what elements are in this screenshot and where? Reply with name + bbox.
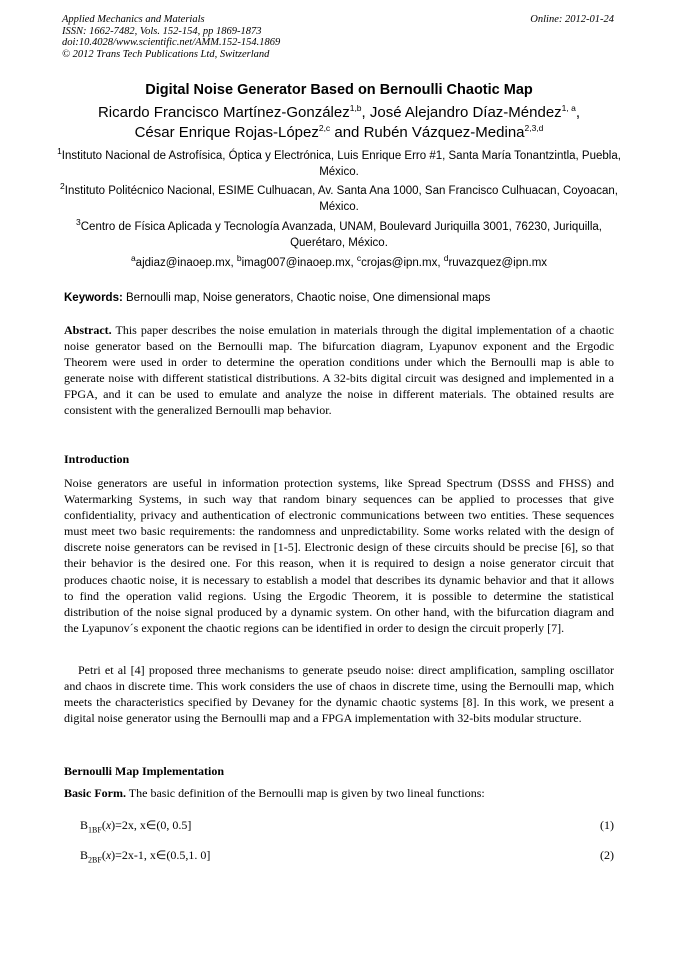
affiliation-text: Centro de Física Aplicada y Tecnología Avanzada, UNAM, Boulevard Juriquilla 3001, 76230, Juriquilla, Querétaro, México.	[80, 221, 602, 249]
affiliation-mark: 1	[57, 146, 62, 157]
equation-number: (2)	[600, 848, 614, 862]
paper-title: Digital Noise Generator Based on Bernoulli Chaotic Map	[145, 82, 533, 98]
email-link[interactable]: imag007@inaoep.mx,	[241, 257, 354, 269]
keywords-label: Keywords:	[64, 292, 123, 304]
author-conjunction: and	[334, 124, 360, 141]
equation-body: =2x, x∈(0, 0.5]	[115, 818, 192, 832]
journal-header	[62, 14, 422, 60]
equation-subscript: 2BF	[88, 855, 102, 865]
affiliation-mark: 2	[60, 181, 65, 192]
equation-function: B	[80, 848, 89, 862]
affiliation-mark: 3	[76, 217, 81, 228]
abstract-text: This paper describes the noise emulation in materials through the digital implementation of a chaotic noise generator based on the Bernoulli map. The bifurcation diagram, Lyapunov exponent and the Ergodic Theorem were used in order to determine the operation conditions under which the Bernoulli map is able to generate noise with different statistical distributions. A 32-bits digital circuit was designed and implemented in a FPGA, and it can be used to emulate and analyze the noise in different materials. The obtained results are consistent with the generalized Bernoulli map behavior.	[64, 323, 614, 418]
basic-form-text: The basic definition of the Bernoulli map is given by two lineal functions:	[128, 786, 485, 800]
affiliation	[56, 183, 622, 215]
author-affiliation-mark: 1,b	[349, 103, 362, 113]
equation-body: =2x-1, x∈(0.5,1. 0]	[115, 848, 211, 862]
equation-variable: x	[105, 848, 112, 862]
email-mark: d	[443, 253, 449, 264]
journal-issn: ISSN: 1662-7482, Vols. 152-154, pp 1869-1873	[62, 25, 262, 37]
abstract	[64, 322, 614, 419]
equation-variable: x	[105, 818, 112, 832]
keywords-text: Bernoulli map, Noise generators, Chaotic noise, One dimensional maps	[126, 292, 491, 304]
affiliation-text: Instituto Politécnico Nacional, ESIME Culhuacan, Av. Santa Ana 1000, San Francisco Culhuacan, Coyoacan, México.	[64, 185, 618, 213]
journal-name: Applied Mechanics and Materials	[62, 14, 205, 25]
author-affiliation-mark: 1, a	[561, 103, 576, 113]
journal-doi: doi:10.4028/www.scientific.net/AMM.152-154.1869	[62, 37, 281, 48]
author-list: Ricardo Francisco Martínez-González$^{1,b}$, José Alejandro Díaz-Méndez$^{1, a}$, César Enrique Rojas-López$^{2,c}$ and Rubén Vázquez-Medina$^{2,3,d}$	[97, 103, 581, 141]
affiliation	[56, 148, 622, 180]
abstract-label: Abstract.	[64, 323, 112, 337]
introduction-paragraph-1: Noise generators are useful in information protection systems, like Spread Spectrum (DSSS and FHSS) and Watermarking Systems, in such way that random binary sequences can be applied to processes that give confidentiality, privacy and authentication of electronic communications between two entities. These sequences must meet two basic requirements: the randomness and unpredictability. Some works related with the design of discrete noise generators can be revised in [1-5]. Electronic design of these circuits should be precise [6], so that their behavior is the desired one. For this reason, when it is required to design a noise generator circuit that produces chaotic noise, it is necessary to establish a model that describes its dynamic behavior and that it allows to find the operation valid regions. Using the Ergodic Theorem, it is possible to determine the statistical distribution of the noise signal produced by a dynamic system. On other hand, with the bifurcation diagram and the Lyapunov´s exponent the chaotic regions can be identified in order to design the circuit properly [7].	[64, 476, 614, 635]
keywords	[64, 290, 616, 306]
author-affiliation-mark: 2,3,d	[524, 123, 544, 133]
email-link[interactable]: ajdiaz@inaoep.mx,	[135, 257, 234, 269]
equation-number: (1)	[600, 818, 614, 832]
journal-copyright: © 2012 Trans Tech Publications Ltd, Switzerland	[62, 48, 270, 60]
section-heading-introduction: Introduction	[64, 452, 130, 466]
online-date: Online: 2012-01-24	[530, 14, 614, 25]
equation-1: $B_{1BF}(x)=2x$, x∈(0, 0.5] (1)	[80, 818, 614, 835]
equation-2: $B_{2BF}(x)=2x-1$, x∈(0.5,1. 0] (2)	[80, 848, 614, 865]
email-link[interactable]: ruvazquez@ipn.mx	[448, 257, 548, 269]
section-heading-bernoulli-map: Bernoulli Map Implementation	[64, 764, 225, 778]
email-mark: b	[236, 253, 242, 264]
author-name: José Alejandro Díaz-Méndez	[369, 104, 562, 121]
equation-function: B	[80, 818, 89, 832]
email-mark: c	[356, 253, 362, 264]
affiliation-text: Instituto Nacional de Astrofísica, Óptica y Electrónica, Luis Enrique Erro #1, Santa María Tonantzintla, Puebla, México.	[61, 150, 621, 178]
author-name: Rubén Vázquez-Medina	[363, 124, 525, 141]
email-mark: a	[130, 253, 136, 264]
email-link[interactable]: crojas@ipn.mx,	[361, 257, 441, 269]
author-affiliation-mark: 2,c	[318, 123, 331, 133]
author-name: César Enrique Rojas-López	[134, 124, 319, 141]
email-list	[40, 255, 638, 271]
basic-form-label: Basic Form.	[64, 786, 126, 800]
affiliation	[56, 219, 622, 251]
author-name: Ricardo Francisco Martínez-González	[97, 104, 350, 121]
equation-subscript: 1BF	[88, 825, 102, 835]
basic-form-paragraph	[64, 785, 614, 801]
introduction-paragraph-2: Petri et al [4] proposed three mechanisms to generate pseudo noise: direct amplification, sampling oscillator and chaos in discrete time. This work considers the use of chaos in discrete time, using the Bernoulli map, which meets the characteristics specified by Devaney for the dynamic chaotic systems [8]. In this work, we present a digital noise generator using the Bernoulli map and a FPGA implementation with 32-bits modular structure.	[64, 663, 614, 726]
